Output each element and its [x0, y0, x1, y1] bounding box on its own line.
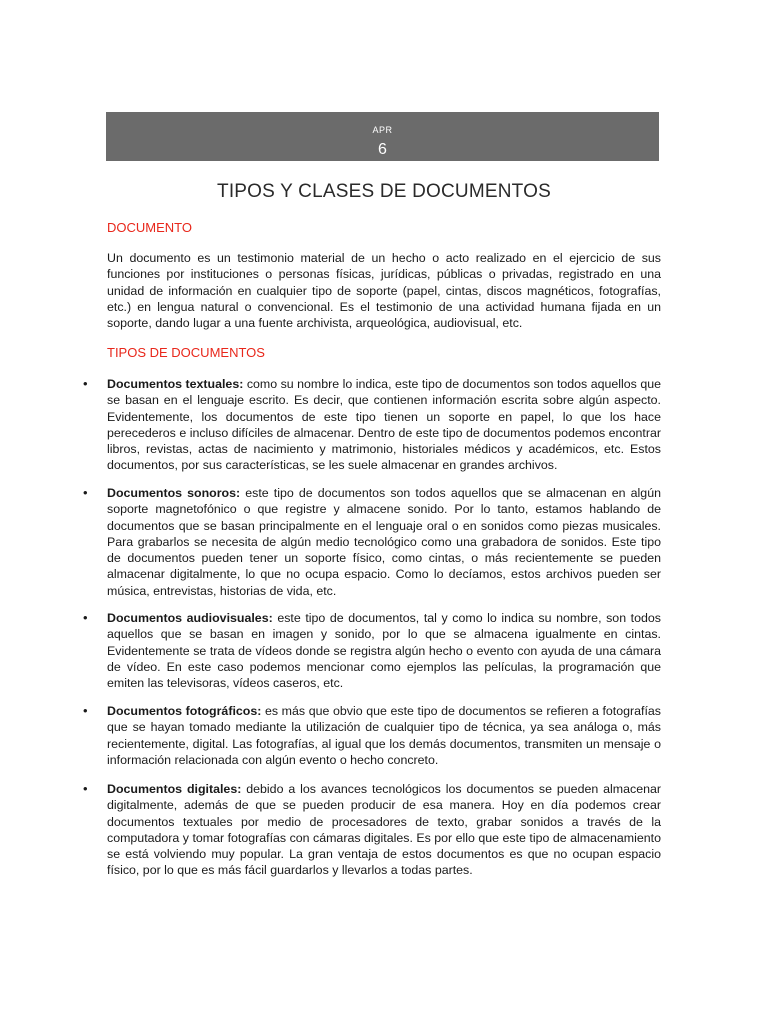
page-title: TIPOS Y CLASES DE DOCUMENTOS: [217, 181, 551, 202]
section-heading-documento: DOCUMENTO: [107, 220, 192, 235]
list-item-audiovisuales: [83, 610, 661, 691]
list-item-digitales: [83, 781, 661, 879]
section-heading-tipos: TIPOS DE DOCUMENTOS: [107, 345, 265, 360]
term-label: Documentos audiovisuales:: [107, 611, 273, 625]
term-description: como su nombre lo indica, este tipo de documentos son todos aquellos que se basan en el lenguaje escrito. Es decir, que contienen información escrita sobre algún aspecto. Evidentemente, los documentos de este tipo tienen un soporte en papel, lo que los hace perecederos e incluso difíciles de almacenar. Dentro de este tipo de documentos podemos encontrar libros, revistas, actas de nacimiento y matrimonio, historiales médicos y académicos, etc. Estos documentos, por sus características, se les suele almacenar en grandes archivos.: [107, 377, 662, 473]
term-label: Documentos fotográficos:: [107, 704, 262, 718]
list-item-fotograficos: [83, 703, 661, 768]
term-description: debido a los avances tecnológicos los documentos se pueden almacenar digitalmente, además de que se pueden producir de esa manera. Hoy en día podemos crear documentos textuales por medio de procesadores de texto, grabar sonidos a través de la computadora y tomar fotografías con cámaras digitales. Es por ello que este tipo de almacenamiento se está volviendo muy popular. La gran ventaja de estos documentos es que no ocupan espacio físico, por lo que es más fácil guardarlos y llevarlos a todas partes.: [107, 782, 661, 878]
bullet-icon: •: [83, 703, 88, 718]
bullet-icon: •: [83, 485, 88, 500]
term-label: Documentos textuales:: [107, 377, 244, 391]
term-description: este tipo de documentos son todos aquellos que se almacenan en algún soporte magnetofónico o que registre y almacene sonido. Por lo tanto, estamos hablando de documentos que se basan principalmente en el lenguaje oral o en sonidos como piezas musicales. Para grabarlos se necesita de algún medio tecnológico como una grabadora de sonidos. Este tipo de documentos pueden tener un soporte físico, como cintas, o más recientemente se pueden almacenar digitalmente, lo que no ocupa espacio. Como lo decíamos, estos archivos pueden ser música, entrevistas, historias de vida, etc.: [107, 486, 661, 598]
term-description: es más que obvio que este tipo de documentos se refieren a fotografías que se hayan tomado mediante la utilización de cualquier tipo de técnica, ya sea análoga o, más recientemente, digital. Las fotografías, al igual que los demás documentos, transmiten un mensaje o información relacionada con algún evento o hecho concreto.: [107, 704, 661, 767]
list-item-textuales: [83, 376, 662, 474]
date-month: APR: [372, 125, 393, 135]
term-description: este tipo de documentos, tal y como lo indica su nombre, son todos aquellos que se basan en imagen y sonido, por lo que se almacena igualmente en cintas. Evidentemente se trata de vídeos donde se registra algún hecho o evento con ayuda de una cámara de vídeo. En este caso podemos mencionar como ejemplos las películas, la programación que emiten las televisoras, vídeos caseros, etc.: [107, 611, 661, 691]
date-banner: [106, 112, 659, 161]
list-item-sonoros: [83, 485, 661, 599]
bullet-icon: •: [83, 610, 88, 625]
term-label: Documentos sonoros:: [107, 486, 241, 500]
term-label: Documentos digitales:: [107, 782, 242, 796]
date-day: 6: [378, 141, 387, 158]
bullet-icon: •: [83, 781, 88, 796]
bullet-icon: •: [83, 376, 88, 391]
paragraph-documento: Un documento es un testimonio material de un hecho o acto realizado en el ejercicio de sus funciones por instituciones o personas físicas, jurídicas, públicas o privadas, registrado en una unidad de información en cualquier tipo de soporte (papel, cintas, discos magnéticos, fotografías, etc.) en lengua natural o convencional. Es el testimonio de una actividad humana fijada en un soporte, dando lugar a una fuente archivista, arqueológica, audiovisual, etc.: [107, 251, 661, 331]
